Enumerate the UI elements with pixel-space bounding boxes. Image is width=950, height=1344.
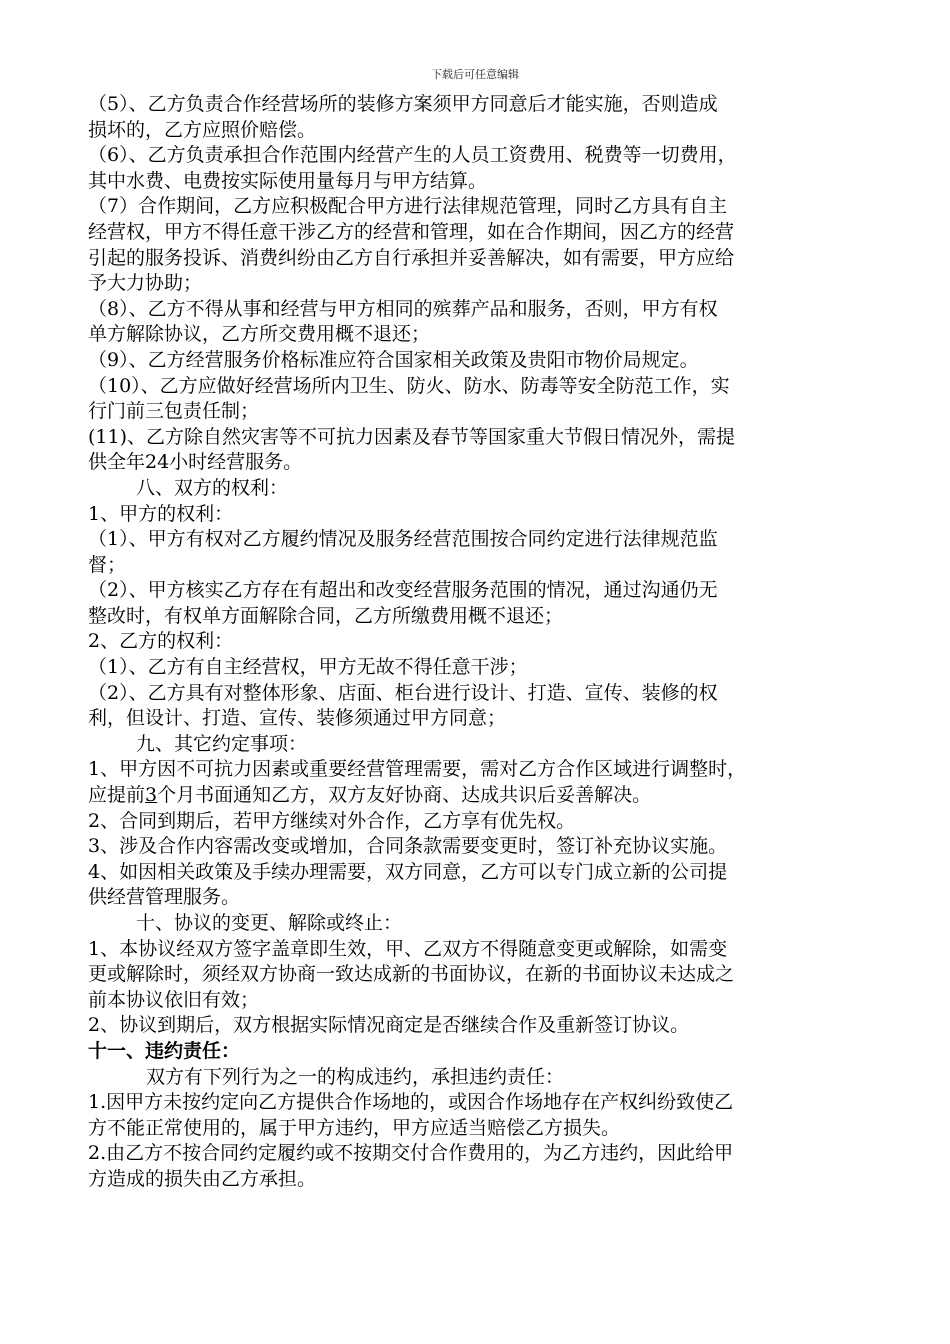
- text-line: 其中水费、电费按实际使用量每月与甲方结算。: [88, 169, 488, 192]
- text-line: 2、乙方的权利：: [88, 630, 234, 653]
- text-line: 损坏的，乙方应照价赔偿。: [88, 118, 317, 141]
- text-line: （1）、甲方有权对乙方履约情况及服务经营范围按合同约定进行法律规范监: [88, 528, 718, 551]
- text-line: 供全年24小时经营服务。: [88, 451, 303, 474]
- page-header: 下载后可任意编辑: [431, 68, 519, 81]
- text-line: 1、甲方的权利：: [88, 502, 234, 525]
- text-line: （6）、乙方负责承担合作范围内经营产生的人员工资费用、税费等一切费用，: [88, 144, 737, 167]
- text-line: （10）、乙方应做好经营场所内卫生、防火、防水、防毒等安全防范工作，实: [88, 374, 730, 397]
- text-line: （1）、乙方有自主经营权，甲方无故不得任意干涉；: [88, 656, 528, 679]
- text-line: 1、甲方因不可抗力因素或重要经营管理需要，需对乙方合作区域进行调整时，: [88, 758, 747, 781]
- text-line: 2、合同到期后，若甲方继续对外合作，乙方享有优先权。: [88, 809, 576, 832]
- text-line: （2）、甲方核实乙方存在有超出和改变经营服务范围的情况，通过沟通仍无: [88, 579, 718, 602]
- section-heading: 十、协议的变更、解除或终止：: [136, 912, 403, 934]
- text-line: 整改时，有权单方面解除合同，乙方所缴费用概不退还；: [88, 604, 564, 627]
- notice-months: 3: [145, 784, 158, 807]
- notice-before: 应提前: [88, 784, 146, 807]
- text-line: (11)、乙方除自然灾害等不可抗力因素及春节等国家重大节假日情况外，需提: [88, 425, 736, 448]
- text-line: 双方有下列行为之一的构成违约，承担违约责任：: [146, 1065, 565, 1088]
- text-line: （5）、乙方负责合作经营场所的装修方案须甲方同意后才能实施，否则造成: [88, 93, 718, 115]
- text-line: 2、协议到期后，双方根据实际情况商定是否继续合作及重新签订协议。: [88, 1014, 690, 1037]
- document-body: [88, 92, 878, 1193]
- text-line: 1、本协议经双方签字盖章即生效，甲、乙双方不得随意变更或解除，如需变: [88, 937, 728, 960]
- notice-line: [88, 783, 878, 809]
- section-heading: 十一、违约责任：: [88, 1039, 241, 1062]
- notice-after: 个月书面通知乙方，双方友好协商、达成共识后妥善解决。: [157, 784, 652, 807]
- text-line: （2）、乙方具有对整体形象、店面、柜台进行设计、打造、宣传、装修的权: [88, 681, 718, 704]
- text-line: 3、涉及合作内容需改变或增加，合同条款需要变更时，签订补充协议实施。: [88, 835, 728, 858]
- text-line: （8）、乙方不得从事和经营与甲方相同的殡葬产品和服务，否则，甲方有权: [88, 297, 718, 320]
- section-heading: 八、双方的权利：: [136, 476, 289, 499]
- text-line: 方不能正常使用的，属于甲方违约，甲方应适当赔偿乙方损失。: [88, 1116, 621, 1139]
- text-line: 引起的服务投诉、消费纠纷由乙方自行承担并妥善解决，如有需要，甲方应给: [88, 246, 735, 269]
- text-line: 更或解除时，须经双方协商一致达成新的书面协议，在新的书面协议未达成之: [88, 963, 735, 986]
- text-line: 利，但设计、打造、宣传、装修须通过甲方同意；: [88, 707, 507, 730]
- section-heading: 九、其它约定事项：: [136, 732, 308, 755]
- text-line: 1.因甲方未按约定向乙方提供合作场地的，或因合作场地存在产权纠纷致使乙: [88, 1091, 734, 1114]
- text-line: 经营权，甲方不得任意干涉乙方的经营和管理，如在合作期间，因乙方的经营: [88, 220, 735, 243]
- text-line: 行门前三包责任制；: [88, 400, 260, 423]
- text-line: 前本协议依旧有效；: [88, 988, 260, 1011]
- text-line: 2.由乙方不按合同约定履约或不按期交付合作费用的，为乙方违约，因此给甲: [88, 1142, 734, 1165]
- text-line: 予大力协助；: [88, 272, 203, 295]
- text-line: 供经营管理服务。: [88, 886, 241, 909]
- text-line: （9）、乙方经营服务价格标准应符合国家相关政策及贵阳市物价局规定。: [88, 348, 699, 371]
- text-line: 方造成的损失由乙方承担。: [88, 1167, 317, 1190]
- text-line: 4、如因相关政策及手续办理需要，双方同意，乙方可以专门成立新的公司提: [88, 860, 728, 883]
- text-line: 单方解除协议，乙方所交费用概不退还；: [88, 323, 431, 346]
- text-line: （7）合作期间，乙方应积极配合甲方进行法律规范管理，同时乙方具有自主: [88, 195, 728, 218]
- text-line: 督；: [88, 553, 127, 576]
